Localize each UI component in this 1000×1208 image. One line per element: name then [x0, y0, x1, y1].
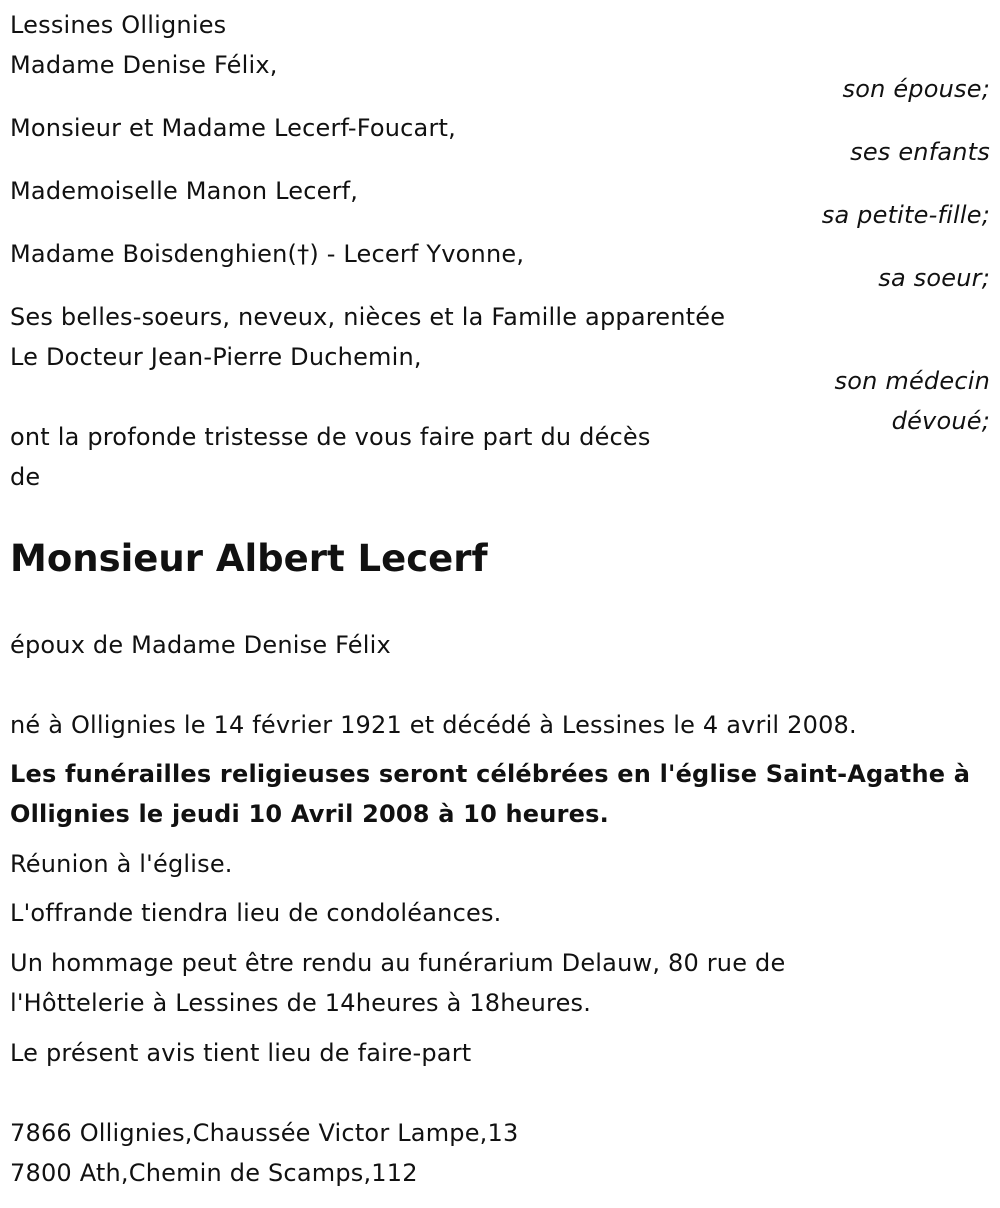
address-line-1: 7866 Ollignies,Chaussée Victor Lampe,13: [10, 1119, 519, 1147]
doctor-relation-line1: son médecin: [834, 367, 990, 395]
spouse-line: époux de Madame Denise Félix: [10, 631, 391, 659]
announcement-line2: de: [10, 463, 41, 491]
family-member-children-name: Monsieur et Madame Lecerf-Foucart,: [10, 114, 456, 142]
family-member-granddaughter-relation: sa petite-fille;: [821, 201, 990, 229]
doctor-name: Le Docteur Jean-Pierre Duchemin,: [10, 343, 422, 371]
family-member-spouse-name: Madame Denise Félix,: [10, 51, 278, 79]
extended-family-line: Ses belles-soeurs, neveux, nièces et la Famille apparentée: [10, 303, 726, 331]
place-line: Lessines Ollignies: [10, 11, 227, 39]
funeral-line2: Ollignies le jeudi 10 Avril 2008 à 10 heures.: [10, 800, 609, 828]
funeral-line1: Les funérailles religieuses seront célébrées en l'église Saint-Agathe à: [10, 760, 971, 788]
family-member-sister-relation: sa soeur;: [878, 264, 990, 292]
offering-line: L'offrande tiendra lieu de condoléances.: [10, 899, 502, 927]
tribute-line2: l'Hôttelerie à Lessines de 14heures à 18heures.: [10, 989, 592, 1017]
family-member-spouse-relation: son épouse;: [842, 75, 990, 103]
birth-death-line: né à Ollignies le 14 février 1921 et décédé à Lessines le 4 avril 2008.: [10, 711, 857, 739]
family-member-granddaughter-name: Mademoiselle Manon Lecerf,: [10, 177, 359, 205]
deceased-name: Monsieur Albert Lecerf: [10, 537, 488, 580]
meeting-line: Réunion à l'église.: [10, 850, 233, 878]
family-member-children-relation: ses enfants: [850, 138, 990, 166]
announcement-line1: ont la profonde tristesse de vous faire part du décès: [10, 423, 651, 451]
doctor-relation-line2: dévoué;: [891, 407, 990, 435]
notice-line: Le présent avis tient lieu de faire-part: [10, 1039, 472, 1067]
address-line-2: 7800 Ath,Chemin de Scamps,112: [10, 1159, 418, 1187]
tribute-line1: Un hommage peut être rendu au funérarium Delauw, 80 rue de: [10, 949, 786, 977]
family-member-sister-name: Madame Boisdenghien(†) - Lecerf Yvonne,: [10, 240, 525, 268]
